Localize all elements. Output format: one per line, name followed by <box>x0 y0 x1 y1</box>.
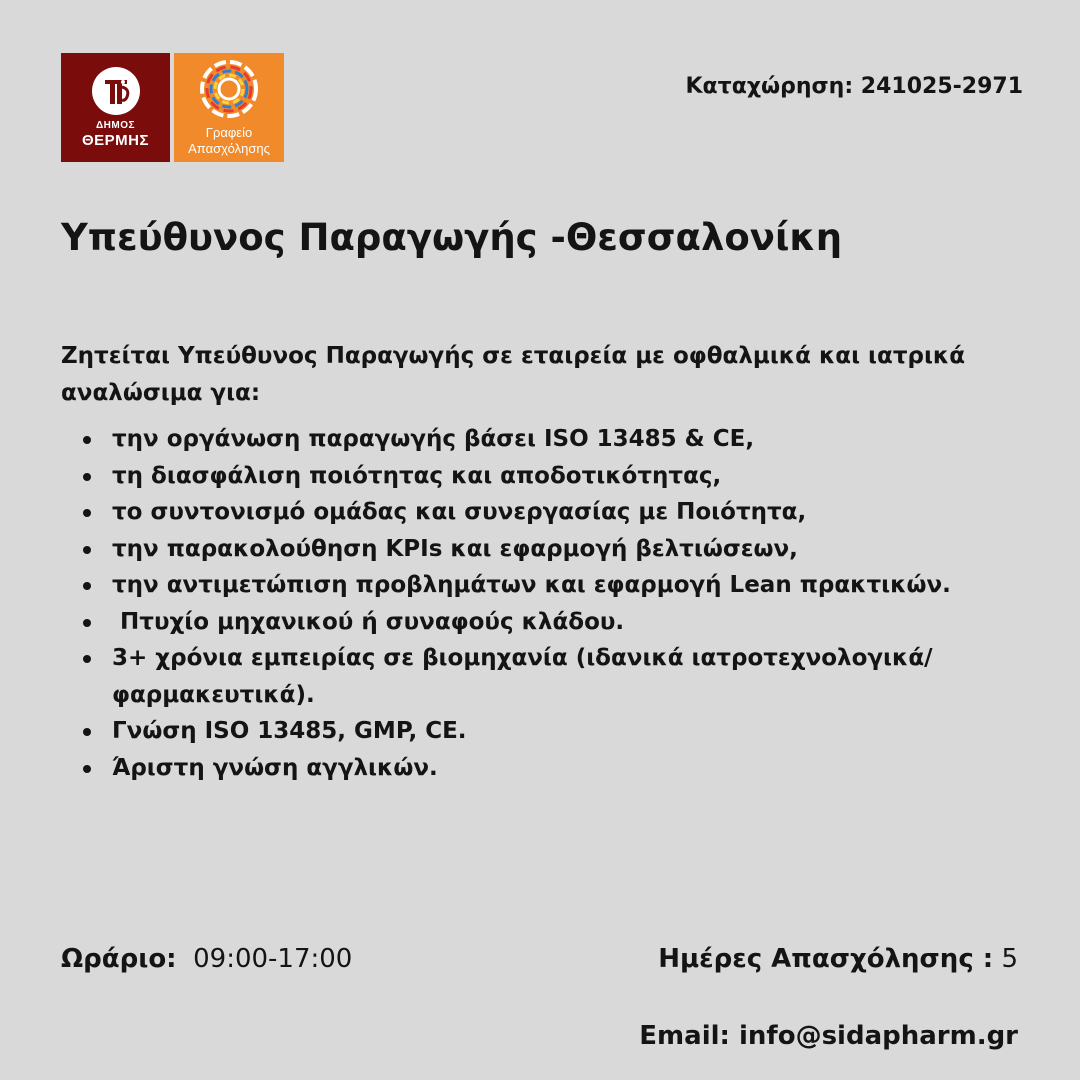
list-item: την παρακολούθηση KPIs και εφαρμογή βελτιώσεων, <box>79 531 979 568</box>
working-hours-value: 09:00-17:00 <box>193 944 353 974</box>
working-days-value: 5 <box>1001 944 1018 974</box>
registration-number: Καταχώρηση: 241025-2971 <box>685 74 1023 99</box>
municipality-emblem-icon <box>92 67 140 115</box>
list-item: το συντονισμό ομάδας και συνεργασίας με Ποιότητα, <box>79 494 979 531</box>
contact-email: Email: info@sidapharm.gr <box>639 1021 1018 1051</box>
list-item: τη διασφάλιση ποιότητας και αποδοτικότητας, <box>79 458 979 495</box>
job-requirements-list <box>79 421 979 786</box>
employment-office-logo <box>174 53 284 162</box>
list-item: την αντιμετώπιση προβλημάτων και εφαρμογή Lean πρακτικών. <box>79 567 979 604</box>
job-intro: Ζητείται Υπεύθυνος Παραγωγής σε εταιρεία με οφθαλμικά και ιατρικά αναλώσιμα για: <box>61 343 966 406</box>
employment-office-logo-line2: Απασχόλησης <box>188 141 270 156</box>
working-hours <box>61 944 352 974</box>
working-hours-label: Ωράριο: <box>61 944 177 974</box>
employment-office-logo-line1: Γραφείο <box>205 125 253 140</box>
municipality-logo-line2: ΘΕΡΜΗΣ <box>81 132 149 149</box>
colorful-rings-icon <box>198 58 260 120</box>
list-item: Άριστη γνώση αγγλικών. <box>79 750 979 787</box>
working-days <box>658 944 1018 974</box>
list-item: Πτυχίο μηχανικού ή συναφούς κλάδου. <box>79 604 979 641</box>
list-item: 3+ χρόνια εμπειρίας σε βιομηχανία (ιδανικά ιατροτεχνολογικά/φαρμακευτικά). <box>79 640 979 713</box>
list-item: την οργάνωση παραγωγής βάσει ISO 13485 & CE, <box>79 421 979 458</box>
working-days-label: Ημέρες Απασχόλησης : <box>658 944 994 974</box>
job-title: Υπεύθυνος Παραγωγής -Θεσσαλονίκη <box>61 216 843 259</box>
municipality-logo <box>61 53 170 162</box>
municipality-logo-line1: ΔΗΜΟΣ <box>95 120 136 131</box>
list-item: Γνώση ISO 13485, GMP, CE. <box>79 713 979 750</box>
